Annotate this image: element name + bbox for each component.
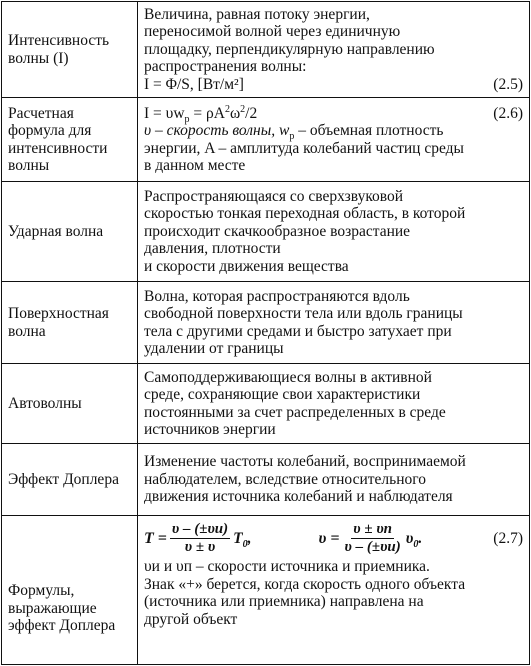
definition-cell: $I = \upsilon w_p = \rho A^2\omega^2/2$ (2.6) υ – скорость волны, $w_p$ – объемная плотность энергии, A – амплитуда колебаний частиц среды в данном месте <box>138 98 530 182</box>
formula-text: $I = \upsilon w_p = \rho A^2\omega^2/2$ <box>144 103 258 125</box>
period-formula: T = $\frac{\upsilon - (\pm\upsilon и)}{\upsilon \pm \upsilon}$ $T_0$, <box>144 521 252 555</box>
table-row <box>2 516 530 665</box>
term-cell: Автоволны <box>2 364 138 444</box>
doppler-formulas <box>144 519 523 558</box>
table-row <box>2 2 530 98</box>
table-row <box>2 182 530 282</box>
formula-line <box>144 76 523 94</box>
definition-cell: Самоподдерживающиеся волны в активной среде, сохраняющие свои характеристики постоянными за счет распределенных в среде источников энергии <box>138 364 530 444</box>
term-cell: Формулы, выражающие эффект Доплера <box>2 516 138 665</box>
formula-number: (2.5) <box>493 75 523 93</box>
term-cell: Эффект Доплера <box>2 444 138 516</box>
term-cell: Интенсивность волны (I) <box>2 2 138 98</box>
formula-text: I = Φ/S, [Вт/м²] <box>144 75 244 93</box>
definitions-sheet <box>1 1 529 664</box>
term-cell: Ударная волна <box>2 182 138 282</box>
definition-cell: T = $\frac{\upsilon - (\pm\upsilon и)}{\upsilon \pm \upsilon}$ $T_0$, υ = $\frac{\upsilon \pm \upsilon п}{\upsilon - (\pm\upsilon и)}$ $\upsilon_0$. (2.7) υи и υп – скорости источника и приемника. Знак «+» берется, когда скорость одного объекта (источника или приемника) направлена на другой объект <box>138 516 530 665</box>
definitions-table <box>1 1 530 665</box>
formula-number: (2.7) <box>493 529 523 547</box>
definition-cell: Величина, равная потоку энергии, переносимой волной через единичную площадку, перпендикулярную направлению распространения волны: I = Φ/S, [Вт/м²] (2.5) <box>138 2 530 98</box>
table-row <box>2 282 530 364</box>
table-row <box>2 444 530 516</box>
formula-number: (2.6) <box>493 104 523 122</box>
definition-cell: Распространяющаяся со сверхзвуковой скоростью тонкая переходная область, в которой происходит скачкообразное возрастание давления, плотности и скорости движения вещества <box>138 182 530 282</box>
formula-line <box>144 105 523 123</box>
table-row <box>2 364 530 444</box>
definition-cell: Волна, которая распространяются вдоль свободной поверхности тела или вдоль границы тела с другими средами и быстро затухает при удалении от границы <box>138 282 530 364</box>
term-cell: Поверхностная волна <box>2 282 138 364</box>
definition-cell: Изменение частоты колебаний, воспринимаемой наблюдателем, вследствие относительного движения источника колебаний и наблюдателя <box>138 444 530 516</box>
term-cell: Расчетная формула для интенсивности волны <box>2 98 138 182</box>
frequency-formula: υ = $\frac{\upsilon \pm \upsilon п}{\upsilon - (\pm\upsilon и)}$ $\upsilon_0$. <box>318 521 423 555</box>
table-row <box>2 98 530 182</box>
